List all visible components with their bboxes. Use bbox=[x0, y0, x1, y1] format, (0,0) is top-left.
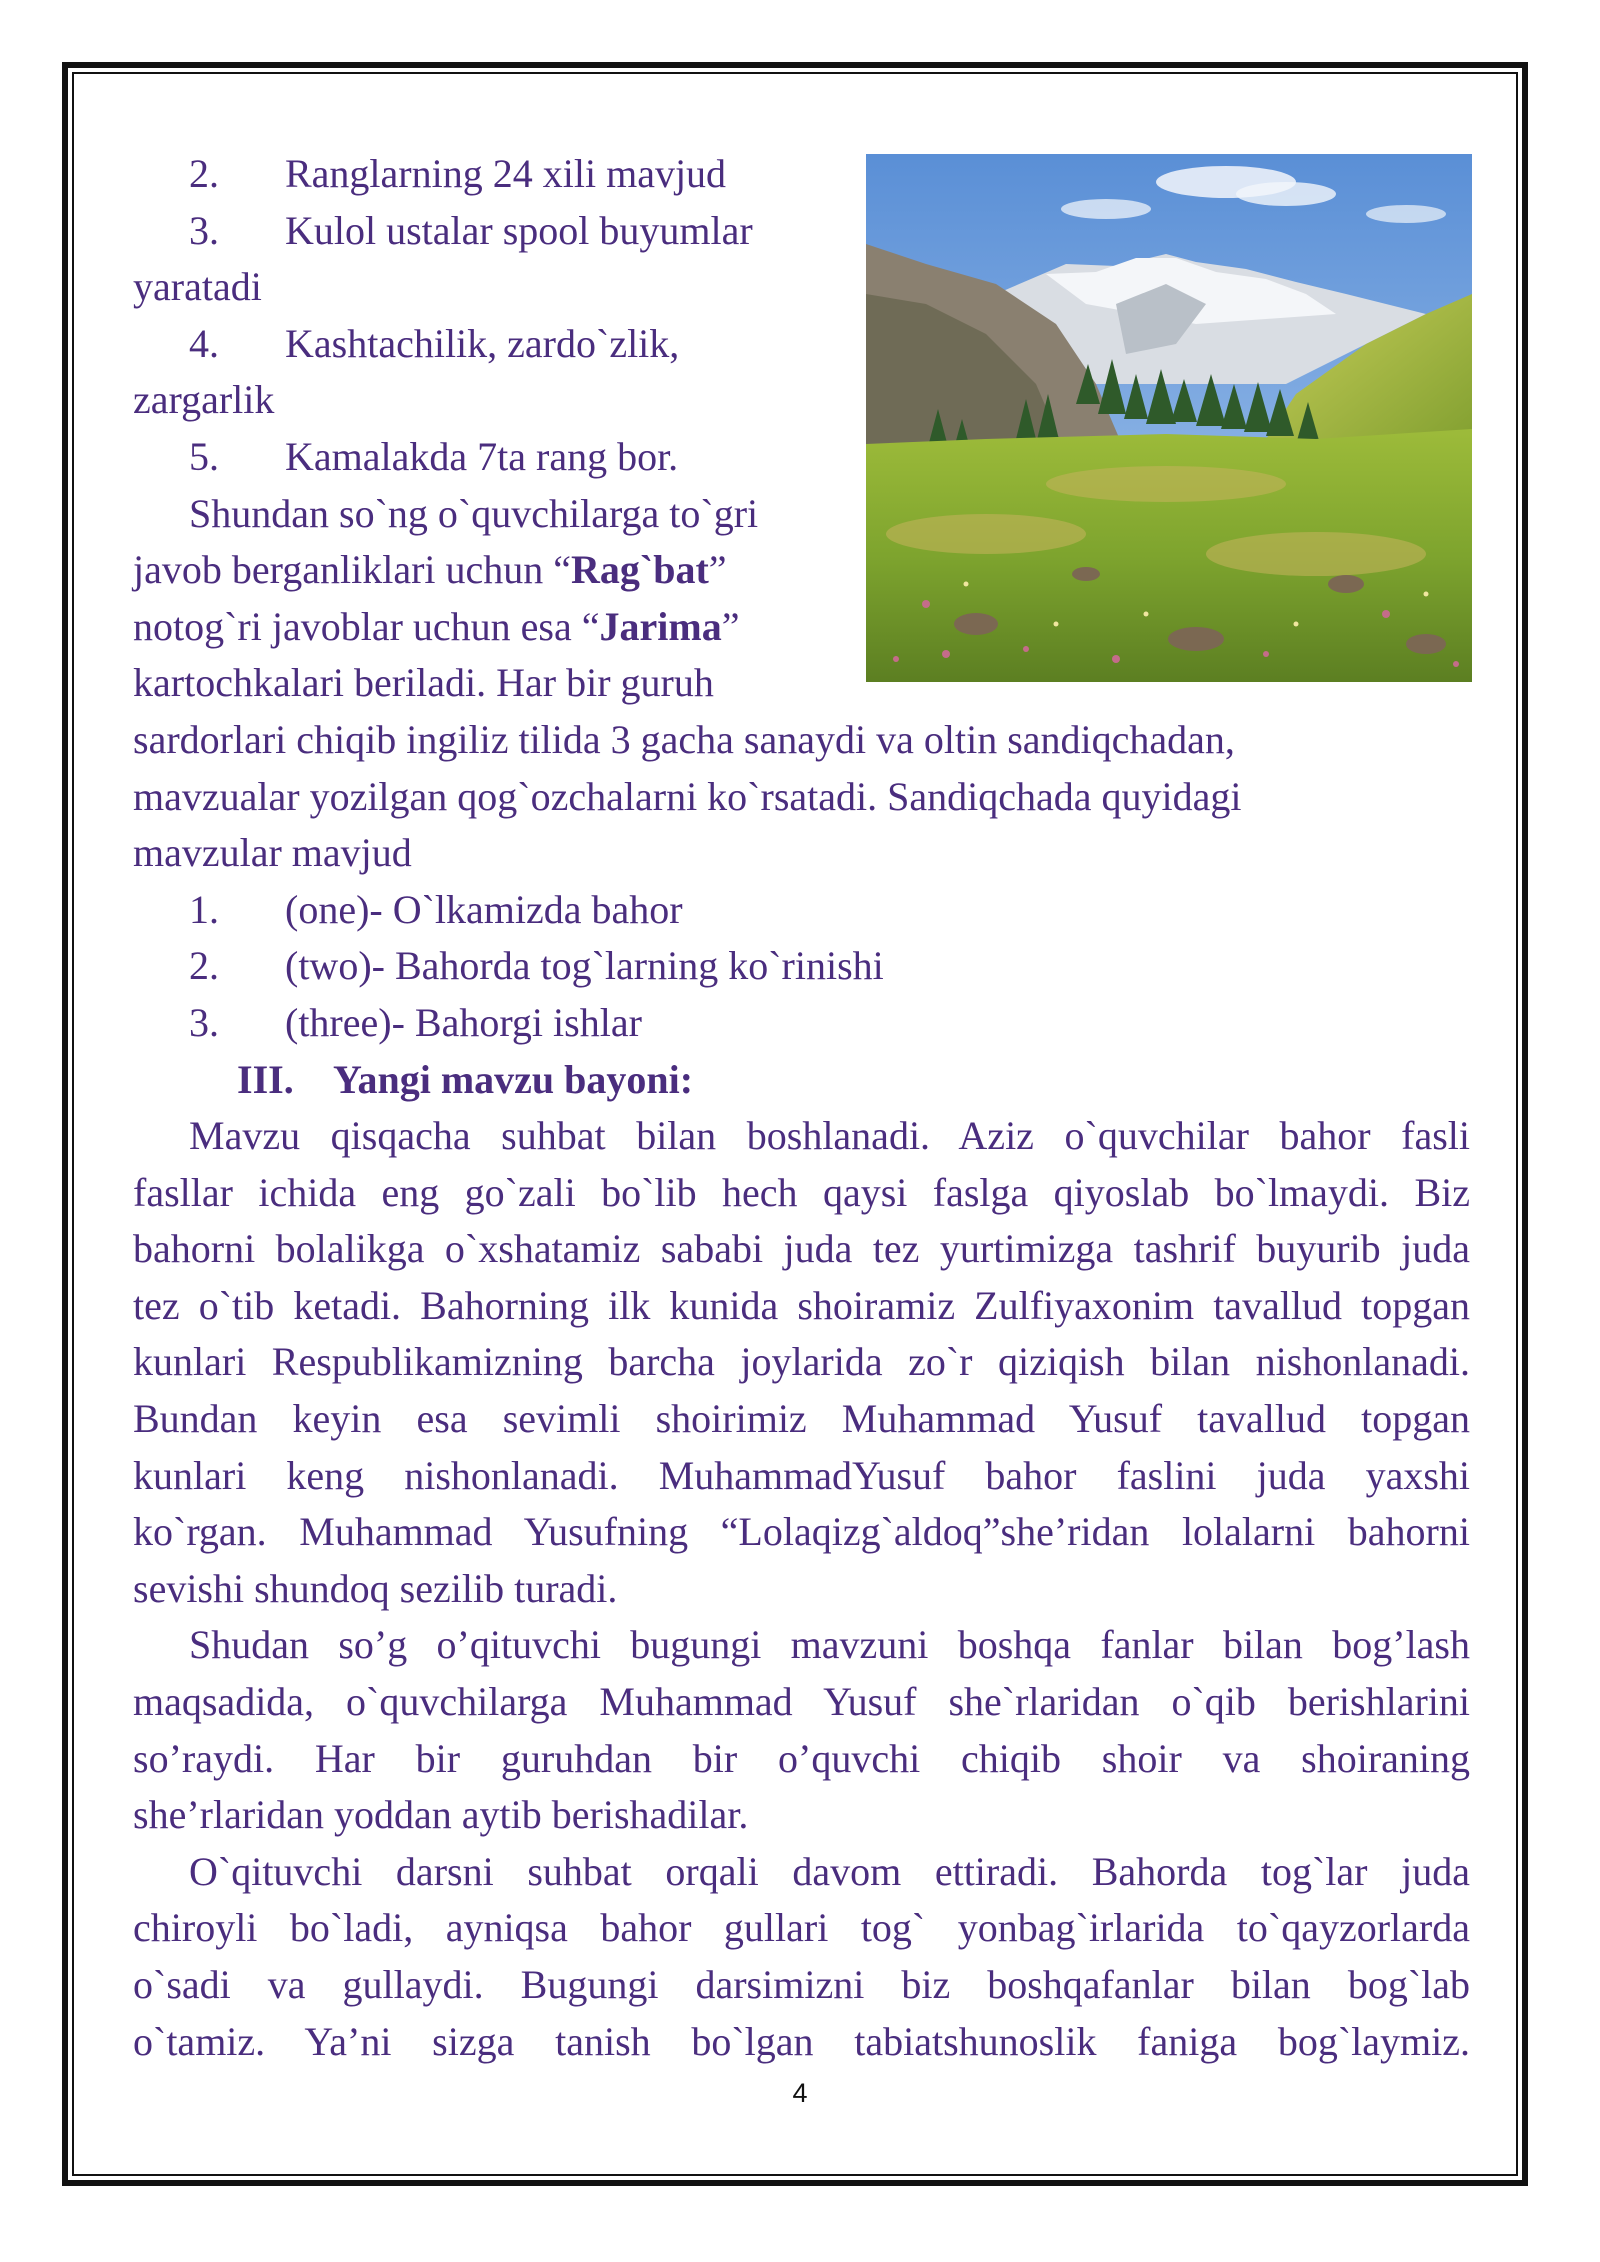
paragraph-line bbox=[133, 542, 1470, 599]
paragraph-line: sardorlari chiqib ingiliz tilida 3 gacha sanaydi va oltin sandiqchadan, bbox=[133, 716, 1235, 762]
list-item bbox=[133, 146, 1470, 203]
list-number: 3. bbox=[189, 207, 219, 253]
paragraph-line: kunlari keng nishonlanadi. MuhammadYusuf bahor faslini juda yaxshi bbox=[133, 1452, 1470, 1498]
document-body bbox=[133, 146, 1470, 2070]
paragraph-line: ko`rgan. Muhammad Yusufning “Lolaqizg`aldoq”she’ridan lolalarni bahorni bbox=[133, 1509, 1470, 1555]
text-run: javob berganliklari uchun “ bbox=[133, 547, 572, 593]
text-run: notog`ri javoblar uchun esa “ bbox=[133, 603, 600, 649]
paragraph-line: fasllar ichida eng go`zali bo`lib hech qaysi faslga qiyoslab bo`lmaydi. Biz bbox=[133, 1169, 1470, 1215]
paragraph-line: mavzualar yozilgan qog`ozchalarni ko`rsatadi. Sandiqchada quyidagi bbox=[133, 773, 1242, 819]
paragraph-line: mavzular mavjud bbox=[133, 830, 412, 876]
heading-number: III. bbox=[237, 1056, 294, 1102]
paragraph-line: Shudan so’g o’qituvchi bugungi mavzuni boshqa fanlar bilan bog’lash bbox=[189, 1622, 1470, 1668]
list-item bbox=[133, 995, 1470, 1052]
list-item bbox=[133, 429, 1470, 486]
paragraph-line: o`tamiz. Ya’ni sizga tanish bo`lgan tabiatshunoslik faniga bog`laymiz. bbox=[133, 2018, 1470, 2064]
list-number: 1. bbox=[189, 886, 219, 932]
paragraph-line bbox=[133, 599, 1470, 656]
list-item bbox=[133, 938, 1470, 995]
list-number: 2. bbox=[189, 151, 219, 196]
list-item bbox=[133, 882, 1470, 939]
list-item bbox=[133, 316, 1470, 373]
list-number: 4. bbox=[189, 320, 219, 366]
heading-text: Yangi mavzu bayoni: bbox=[333, 1056, 694, 1102]
section-heading bbox=[133, 1052, 1470, 1109]
paragraph-line: bahorni bolalikga o`xshatamiz sababi juda tez yurtimizga tashrif buyurib juda bbox=[133, 1226, 1470, 1272]
paragraph-line: Bundan keyin esa sevimli shoirimiz Muhammad Yusuf tavallud topgan bbox=[133, 1396, 1470, 1442]
paragraph-line: kunlari Respublikamizning barcha joylarida zo`r qiziqish bilan nishonlanadi. bbox=[133, 1339, 1470, 1385]
page-number: 4 bbox=[792, 2078, 808, 2108]
list-item bbox=[133, 203, 1470, 260]
list-text: Kulol ustalar spool buyumlar bbox=[285, 207, 753, 253]
paragraph-line: O`qituvchi darsni suhbat orqali davom ettiradi. Bahorda tog`lar juda bbox=[189, 1848, 1470, 1894]
paragraph-line: Shundan so`ng o`quvchilarga to`gri bbox=[189, 490, 759, 536]
paragraph-line: o`sadi va gullaydi. Bugungi darsimizni biz boshqafanlar bilan bog`lab bbox=[133, 1962, 1470, 2007]
paragraph-line: sevishi shundoq sezilib turadi. bbox=[133, 1565, 618, 1611]
paragraph-line: maqsadida, o`quvchilarga Muhammad Yusuf she`rlaridan o`qib berishlarini bbox=[133, 1679, 1470, 1725]
paragraph-line: kartochkalari beriladi. Har bir guruh bbox=[133, 660, 714, 706]
list-number: 2. bbox=[189, 943, 219, 989]
list-text: (one)- O`lkamizda bahor bbox=[285, 886, 683, 932]
paragraph-line: chiroyli bo`ladi, ayniqsa bahor gullari tog` yonbag`irlarida to`qayzorlarda bbox=[133, 1905, 1470, 1951]
list-number: 5. bbox=[189, 433, 219, 479]
bold-term-ragbat: Rag`bat bbox=[571, 547, 709, 593]
paragraph-line: tez o`tib ketadi. Bahorning ilk kunida shoiramiz Zulfiyaxonim tavallud topgan bbox=[133, 1282, 1470, 1328]
list-item-continuation: zargarlik bbox=[133, 377, 275, 423]
list-number: 3. bbox=[189, 999, 219, 1045]
list-text: Ranglarning 24 xili mavjud bbox=[285, 151, 727, 196]
list-text: (three)- Bahorgi ishlar bbox=[285, 999, 642, 1045]
list-text: (two)- Bahorda tog`larning ko`rinishi bbox=[285, 943, 884, 989]
text-run: ” bbox=[721, 603, 740, 649]
paragraph-line: Mavzu qisqacha suhbat bilan boshlanadi. Aziz o`quvchilar bahor fasli bbox=[189, 1113, 1470, 1159]
list-item-continuation: yaratadi bbox=[133, 264, 262, 310]
list-text: Kashtachilik, zardo`zlik, bbox=[285, 320, 680, 366]
list-text: Kamalakda 7ta rang bor. bbox=[285, 433, 679, 479]
paragraph-line: so’raydi. Har bir guruhdan bir o’quvchi chiqib shoir va shoiraning bbox=[133, 1735, 1470, 1781]
paragraph-line: she’rlaridan yoddan aytib berishadilar. bbox=[133, 1792, 749, 1838]
bold-term-jarima: Jarima bbox=[599, 603, 722, 649]
text-run: ” bbox=[708, 547, 727, 593]
